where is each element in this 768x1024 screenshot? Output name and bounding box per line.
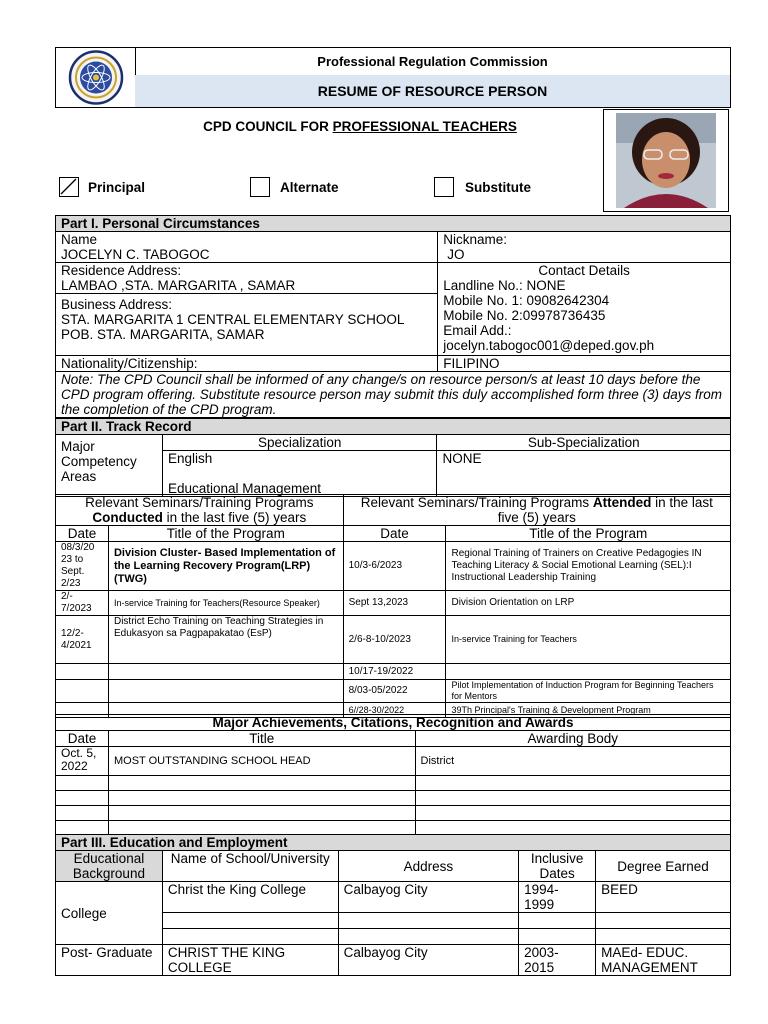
- conducted-title: In-service Training for Teachers(Resource Speaker): [108, 591, 343, 616]
- award-date-label: Date: [56, 731, 109, 747]
- subspecialization-label: Sub-Specialization: [437, 435, 731, 451]
- specialization-label: Specialization: [162, 435, 437, 451]
- conducted-date: 12/2- 4/2021: [56, 616, 109, 664]
- postgraduate-degree: MAEd- EDUC. MANAGEMENT: [596, 945, 731, 976]
- conducted-date: [56, 664, 109, 680]
- postgraduate-label: Post- Graduate: [56, 945, 163, 976]
- specialization-value: [162, 451, 437, 497]
- name-cell: [56, 232, 438, 263]
- email-label: Email Add.:: [443, 323, 512, 338]
- mobile2-value: Mobile No. 2:09978736435: [443, 308, 606, 323]
- part1-heading: Part I. Personal Circumstances: [56, 216, 731, 232]
- check-mark-icon: [60, 178, 77, 195]
- substitute-label: Substitute: [465, 180, 531, 195]
- prc-seal-logo: [56, 48, 136, 107]
- nickname-value: JO: [447, 247, 465, 262]
- conducted-title: Division Cluster- Based Implementation of the Learning Recovery Program(LRP) (TWG): [108, 542, 343, 591]
- seminars-table: [55, 494, 731, 718]
- postgraduate-school: CHRIST THE KING COLLEGE: [162, 945, 338, 976]
- award-title-label: Title: [108, 731, 415, 747]
- col-educational-background: Educational Background: [56, 851, 163, 882]
- table-row: [56, 591, 731, 616]
- conducted-date: 08/3/20 23 to Sept. 2/23: [56, 542, 109, 591]
- attended-title: Regional Training of Trainers on Creative Pedagogies IN Teaching Literacy & Social Emotional Learning (SEL):I Instructional Leadership Training: [446, 542, 731, 591]
- attended-title: Division Orientation on LRP: [446, 591, 731, 616]
- conducted-title: [108, 680, 343, 703]
- conducted-title: [108, 664, 343, 680]
- table-row: [56, 542, 731, 591]
- attended-title: In-service Training for Teachers: [446, 616, 731, 664]
- college-dates: 1994- 1999: [519, 882, 596, 913]
- attended-date: 10/17-19/2022: [343, 664, 446, 680]
- specialization-1: English: [167, 451, 213, 466]
- attended-date: 8/03-05/2022: [343, 680, 446, 703]
- residence-value: LAMBAO ,STA. MARGARITA , SAMAR: [61, 278, 296, 293]
- table-row: [56, 664, 731, 680]
- award-body: District: [415, 747, 730, 776]
- table-row: [56, 945, 731, 976]
- part3-heading: Part III. Education and Employment: [56, 835, 731, 851]
- landline-value: Landline No.: NONE: [443, 278, 566, 293]
- attended-title-label: Title of the Program: [446, 526, 731, 542]
- award-body-label: Awarding Body: [415, 731, 730, 747]
- business-label: Business Address:: [61, 297, 173, 312]
- agency-name: Professional Regulation Commission: [135, 48, 730, 76]
- table-row: [56, 680, 731, 703]
- table-row: [56, 776, 731, 791]
- attended-date: 6//28-30/2022: [343, 703, 446, 718]
- header-box: [55, 47, 731, 108]
- nickname-label: Nickname:: [443, 232, 507, 247]
- awards-heading: Major Achievements, Citations, Recognition and Awards: [56, 715, 731, 731]
- document-title: RESUME OF RESOURCE PERSON: [135, 75, 730, 107]
- portrait-image: [604, 110, 728, 211]
- specialization-2: Educational Management: [167, 481, 322, 496]
- conducted-date: 2/- 7/2023: [56, 591, 109, 616]
- part2-competency-table: [55, 418, 731, 497]
- col-address: Address: [338, 851, 519, 882]
- part2-heading: Part II. Track Record: [56, 419, 731, 435]
- conducted-title-label: Title of the Program: [108, 526, 343, 542]
- subspecialization-value: NONE: [437, 451, 731, 497]
- contact-label: Contact Details: [538, 263, 630, 278]
- table-row: [56, 616, 731, 664]
- attended-date-label: Date: [343, 526, 446, 542]
- attended-title: Pilot Implementation of Induction Program for Beginning Teachers for Mentors: [446, 680, 731, 703]
- part3-table: [55, 834, 731, 976]
- award-title: MOST OUTSTANDING SCHOOL HEAD: [108, 747, 415, 776]
- alternate-label: Alternate: [280, 180, 339, 195]
- col-school: Name of School/University: [162, 851, 338, 882]
- business-cell: [56, 294, 438, 356]
- substitute-checkbox[interactable]: [434, 177, 454, 197]
- profile-photo: [603, 109, 729, 212]
- competency-areas-label: Major Competency Areas: [56, 435, 163, 497]
- postgraduate-dates: 2003- 2015: [519, 945, 596, 976]
- table-row: [56, 806, 731, 821]
- council-title: CPD COUNCIL FOR PROFESSIONAL TEACHERS: [203, 119, 517, 134]
- conducted-title: District Echo Training on Teaching Strategies in Edukasyon sa Pagpapakatao (EsP): [108, 616, 343, 664]
- name-value: JOCELYN C. TABOGOC: [61, 247, 210, 262]
- conducted-header: Relevant Seminars/Training Programs Conducted in the last five (5) years: [56, 495, 344, 526]
- col-inclusive-dates: Inclusive Dates: [519, 851, 596, 882]
- table-row: [56, 882, 731, 913]
- alternate-checkbox[interactable]: [250, 177, 270, 197]
- nationality-value: FILIPINO: [438, 356, 731, 372]
- mobile1-value: Mobile No. 1: 09082642304: [443, 293, 610, 308]
- prc-seal-icon: [56, 48, 135, 107]
- conducted-date-label: Date: [56, 526, 109, 542]
- residence-cell: [56, 263, 438, 294]
- attended-title: 39Th Principal's Training & Development Program: [446, 703, 731, 718]
- col-degree: Degree Earned: [596, 851, 731, 882]
- award-date: Oct. 5, 2022: [56, 747, 109, 776]
- attended-header: Relevant Seminars/Training Programs Attended in the last five (5) years: [343, 495, 730, 526]
- college-degree: BEED: [596, 882, 731, 913]
- college-school: Christ the King College: [162, 882, 338, 913]
- nationality-label: Nationality/Citizenship:: [56, 356, 438, 372]
- principal-checkbox[interactable]: [59, 177, 79, 197]
- college-label: College: [56, 882, 163, 945]
- conducted-date: [56, 680, 109, 703]
- nickname-cell: [438, 232, 731, 263]
- business-value-1: STA. MARGARITA 1 CENTRAL ELEMENTARY SCHOOL: [61, 312, 405, 327]
- business-value-2: POB. STA. MARGARITA, SAMAR: [61, 327, 265, 342]
- postgraduate-address: Calbayog City: [338, 945, 519, 976]
- attended-date: 10/3-6/2023: [343, 542, 446, 591]
- contact-cell: [438, 263, 731, 356]
- table-row: [56, 791, 731, 806]
- attended-title: [446, 664, 731, 680]
- table-row: [56, 747, 731, 776]
- attended-date: Sept 13,2023: [343, 591, 446, 616]
- residence-label: Residence Address:: [61, 263, 182, 278]
- college-address: Calbayog City: [338, 882, 519, 913]
- name-label: Name: [61, 232, 98, 247]
- principal-label: Principal: [88, 180, 146, 195]
- awards-table: [55, 714, 731, 836]
- cpd-note: Note: The CPD Council shall be informed of any change/s on resource person/s at least 10 days before the CPD program offering. Substitute resource person may submit this duly accomplished form three (3) days from the completion of the CPD program.: [56, 372, 731, 418]
- attended-date: 2/6-8-10/2023: [343, 616, 446, 664]
- email-value: jocelyn.tabogoc001@deped.gov.ph: [443, 338, 655, 353]
- part1-table: [55, 215, 731, 418]
